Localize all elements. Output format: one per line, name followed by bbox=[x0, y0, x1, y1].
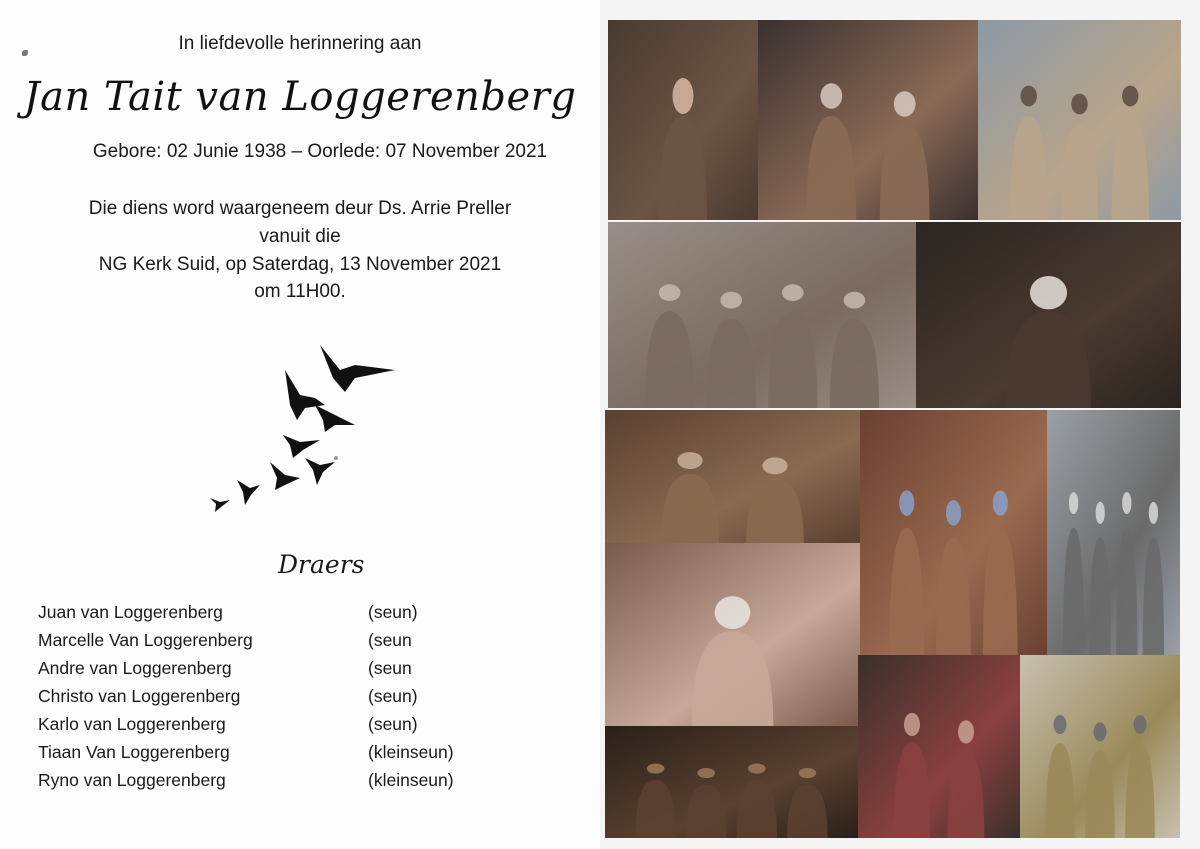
photo-beach-family-sand bbox=[608, 222, 916, 408]
service-line-3: NG Kerk Suid, op Saterdag, 13 November 2021 bbox=[98, 254, 502, 275]
photo-placeholder-icon bbox=[758, 20, 978, 220]
pallbearers-list bbox=[38, 598, 558, 794]
service-line-4: om 11H00. bbox=[254, 281, 346, 302]
bearer-name: Christo van Loggerenberg bbox=[38, 685, 241, 706]
list-item bbox=[38, 766, 558, 794]
photo-placeholder-icon bbox=[608, 20, 758, 220]
bearer-relation: (seun) bbox=[368, 601, 418, 622]
bearer-name: Marcelle Van Loggerenberg bbox=[38, 629, 253, 650]
birth-death-dates: Gebore: 02 Junie 1938 – Oorlede: 07 November 2021 bbox=[92, 141, 548, 162]
photo-placeholder-icon bbox=[858, 655, 1020, 838]
flying-birds-icon bbox=[205, 340, 405, 515]
bearer-name: Andre van Loggerenberg bbox=[38, 657, 232, 678]
list-item bbox=[38, 654, 558, 682]
photo-placeholder-icon bbox=[1047, 410, 1180, 655]
photo-placeholder-icon bbox=[860, 410, 1047, 655]
bearer-relation: (seun bbox=[368, 629, 412, 650]
list-item bbox=[38, 738, 558, 766]
list-item bbox=[38, 598, 558, 626]
bearer-name: Tiaan Van Loggerenberg bbox=[38, 741, 230, 762]
photo-placeholder-icon bbox=[978, 20, 1181, 220]
intro-line: In liefdevolle herinnering aan bbox=[178, 33, 422, 54]
list-item bbox=[38, 682, 558, 710]
bearer-relation: (kleinseun) bbox=[368, 741, 454, 762]
bearer-name: Juan van Loggerenberg bbox=[38, 601, 223, 622]
bearer-relation: (seun) bbox=[368, 685, 418, 706]
photo-dartboard-couple bbox=[860, 410, 1047, 655]
photo-placeholder-icon bbox=[916, 222, 1181, 408]
bearer-name: Karlo van Loggerenberg bbox=[38, 713, 226, 734]
list-item bbox=[38, 710, 558, 738]
photo-portrait-hand-chin bbox=[605, 543, 860, 726]
bearer-name: Ryno van Loggerenberg bbox=[38, 769, 226, 790]
photo-placeholder-icon bbox=[605, 543, 860, 726]
pallbearers-title: Draers bbox=[278, 550, 365, 579]
photo-couple-smiling bbox=[858, 655, 1020, 838]
photo-carport-grill bbox=[1047, 410, 1180, 655]
photo-placeholder-icon bbox=[605, 726, 858, 838]
deceased-name: Jan Tait van Loggerenberg bbox=[23, 74, 577, 120]
photo-placeholder-icon bbox=[608, 222, 916, 408]
bearer-relation: (kleinseun) bbox=[368, 769, 454, 790]
photo-men-group-night bbox=[916, 222, 1181, 408]
photo-placeholder-icon bbox=[605, 410, 860, 543]
photo-collage-page bbox=[600, 0, 1200, 849]
photo-portrait-suit bbox=[608, 20, 758, 220]
bearer-relation: (seun bbox=[368, 657, 412, 678]
photo-reading-book bbox=[1020, 655, 1180, 838]
photo-family-group-indoor bbox=[758, 20, 978, 220]
photo-placeholder-icon bbox=[1020, 655, 1180, 838]
service-line-1: Die diens word waargeneem deur Ds. Arrie Preller bbox=[88, 198, 512, 219]
service-line-2: vanuit die bbox=[259, 226, 341, 247]
photo-restaurant-table bbox=[605, 726, 858, 838]
photo-table-coffee bbox=[605, 410, 860, 543]
bearer-relation: (seun) bbox=[368, 713, 418, 734]
list-item bbox=[38, 626, 558, 654]
photo-beach-group-log bbox=[978, 20, 1181, 220]
